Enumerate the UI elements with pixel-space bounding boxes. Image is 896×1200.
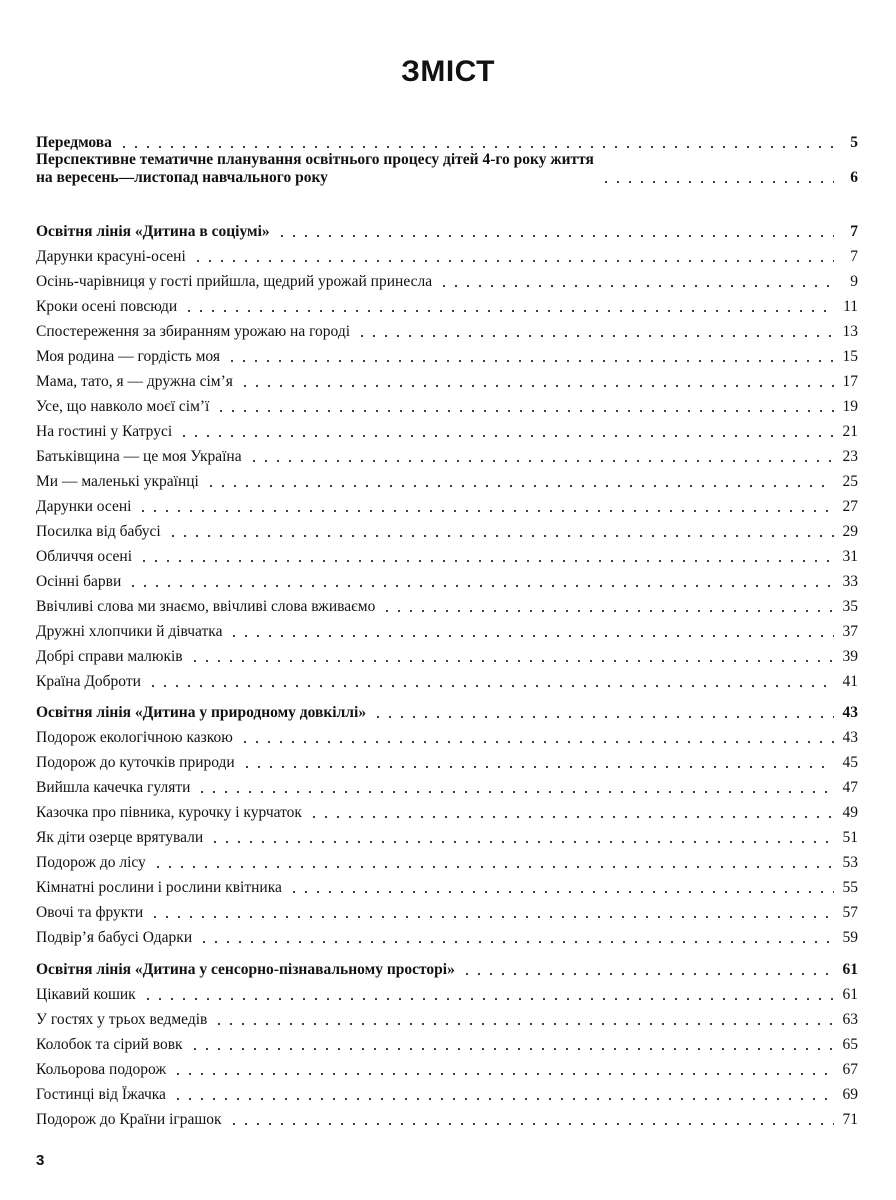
toc-entry xyxy=(36,419,858,441)
toc-entry-page: 25 xyxy=(842,473,858,490)
toc-entry xyxy=(36,569,858,591)
toc-entry xyxy=(36,825,858,847)
toc-entry-page: 63 xyxy=(842,1011,858,1028)
toc-entry-page: 23 xyxy=(842,448,858,465)
toc-entry-page: 19 xyxy=(842,398,858,415)
toc-entry xyxy=(36,1032,858,1054)
toc-entry-label: Країна Доброти xyxy=(36,673,141,690)
toc-entry-label: Кольорова подорож xyxy=(36,1061,167,1078)
dot-leader xyxy=(167,535,834,537)
toc-entry-label: Освітня лінія «Дитина у природному довкіллі» xyxy=(36,704,367,721)
toc-entry xyxy=(36,1007,858,1029)
dot-leader xyxy=(276,235,834,237)
toc-entry xyxy=(36,925,858,947)
toc-entry-page: 21 xyxy=(842,423,858,440)
toc-entry-page: 43 xyxy=(842,729,858,746)
dot-leader xyxy=(137,510,834,512)
toc-entry-label: Освітня лінія «Дитина у сенсорно-пізнавальному просторі» xyxy=(36,961,455,978)
toc-entry-label: Кроки осені повсюди xyxy=(36,298,178,315)
toc-entry xyxy=(36,344,858,366)
toc-entry-label: Дарунки красуні-осені xyxy=(36,248,186,265)
toc-entry xyxy=(36,494,858,516)
toc-entry-label: Подорож до Країни іграшок xyxy=(36,1111,222,1128)
toc-entry-label: Спостереження за збиранням урожаю на городі xyxy=(36,323,351,340)
toc-entry-label: Осінні барви xyxy=(36,573,122,590)
toc-entry xyxy=(36,875,858,897)
toc-entry-label: Моя родина — гордість моя xyxy=(36,348,220,365)
toc-entry xyxy=(36,775,858,797)
toc-entry-label: Дарунки осені xyxy=(36,498,132,515)
toc-entry-page: 13 xyxy=(842,323,858,340)
dot-leader xyxy=(226,360,834,362)
dot-leader xyxy=(152,866,834,868)
toc-entry-page: 47 xyxy=(842,779,858,796)
toc-entry xyxy=(36,444,858,466)
dot-leader xyxy=(438,285,834,287)
toc-entry xyxy=(36,900,858,922)
toc-entry xyxy=(36,800,858,822)
toc-entry-page: 65 xyxy=(842,1036,858,1053)
toc-entry xyxy=(36,1107,858,1129)
toc-entry-page: 35 xyxy=(842,598,858,615)
dot-leader xyxy=(239,385,834,387)
toc-entry-page: 55 xyxy=(842,879,858,896)
toc-entry-label: Ми — маленькі українці xyxy=(36,473,199,490)
toc-entry-page: 11 xyxy=(843,298,858,315)
dot-leader xyxy=(198,941,834,943)
toc-entry-page: 49 xyxy=(842,804,858,821)
toc-entry xyxy=(36,850,858,872)
toc-entry-label: Ввічливі слова ми знаємо, ввічливі слова вживаємо xyxy=(36,598,376,615)
dot-leader xyxy=(149,916,834,918)
toc-entry-page: 39 xyxy=(842,648,858,665)
dot-leader xyxy=(461,973,834,975)
toc-entry-page: 61 xyxy=(842,986,858,1003)
toc-entry-label: Овочі та фрукти xyxy=(36,904,144,921)
dot-leader xyxy=(372,716,834,718)
dot-leader xyxy=(215,410,834,412)
toc-entry-label: Колобок та сірий вовк xyxy=(36,1036,183,1053)
toc-entry xyxy=(36,725,858,747)
toc-entry-label: Усе, що навколо моєї сім’ї xyxy=(36,398,210,415)
toc-entry-page: 29 xyxy=(842,523,858,540)
toc-entry xyxy=(36,519,858,541)
dot-leader xyxy=(196,791,834,793)
page-number: 3 xyxy=(36,1152,45,1169)
toc-entry-label: Подорож до лісу xyxy=(36,854,146,871)
toc-entry-label: Як діти озерце врятували xyxy=(36,829,204,846)
dot-leader xyxy=(213,1023,834,1025)
toc-entry-label: Кімнатні рослини і рослини квітника xyxy=(36,879,282,896)
toc-entry-page: 6 xyxy=(850,169,858,186)
toc-entry xyxy=(36,1057,858,1079)
dot-leader xyxy=(172,1073,834,1075)
toc-entry xyxy=(36,319,858,341)
toc-entry xyxy=(36,619,858,641)
toc-entry xyxy=(36,369,858,391)
toc-entry xyxy=(36,982,858,1004)
toc-section-heading xyxy=(36,219,858,241)
toc-section-heading xyxy=(36,143,858,187)
toc-entry-page: 53 xyxy=(842,854,858,871)
toc-entry xyxy=(36,394,858,416)
toc-entry-page: 27 xyxy=(842,498,858,515)
dot-leader xyxy=(248,460,834,462)
toc-entry xyxy=(36,469,858,491)
dot-leader xyxy=(356,335,834,337)
dot-leader xyxy=(147,685,834,687)
toc-entry-page: 43 xyxy=(842,704,858,721)
toc-section-heading xyxy=(36,700,858,722)
toc-entry-label: Батьківщина — це моя Україна xyxy=(36,448,242,465)
toc-entry xyxy=(36,1082,858,1104)
toc-entry-page: 59 xyxy=(842,929,858,946)
toc-entry-page: 7 xyxy=(850,248,858,265)
dot-leader xyxy=(288,891,834,893)
dot-leader xyxy=(189,1048,834,1050)
dot-leader xyxy=(241,766,834,768)
toc-entry xyxy=(36,544,858,566)
toc-entry-page: 41 xyxy=(842,673,858,690)
toc-entry-label: Обличчя осені xyxy=(36,548,133,565)
toc-entry-page: 31 xyxy=(842,548,858,565)
toc-section-heading xyxy=(36,957,858,979)
toc-entry-page: 71 xyxy=(842,1111,858,1128)
dot-leader xyxy=(183,310,834,312)
toc-entry xyxy=(36,750,858,772)
dot-leader xyxy=(138,560,834,562)
toc-entry-label: На гостині у Катрусі xyxy=(36,423,173,440)
dot-leader xyxy=(127,585,834,587)
dot-leader xyxy=(228,635,834,637)
toc-entry-label-line2: на вересень—листопад навчального року xyxy=(36,169,328,186)
toc-entry-label: Освітня лінія «Дитина в соціумі» xyxy=(36,223,270,240)
toc-entry xyxy=(36,594,858,616)
toc-entry-label: Посилка від бабусі xyxy=(36,523,161,540)
toc-entry xyxy=(36,294,858,316)
toc-entry-page: 9 xyxy=(850,273,858,290)
dot-leader xyxy=(381,610,834,612)
toc-entry-label: Мама, тато, я — дружна сім’я xyxy=(36,373,233,390)
toc-entry-label: Дружні хлопчики й дівчатка xyxy=(36,623,223,640)
dot-leader xyxy=(209,841,834,843)
toc-entry-label: Гостинці від Їжачка xyxy=(36,1086,166,1103)
toc-entry-label: Подорож екологічною казкою xyxy=(36,729,233,746)
toc-entry xyxy=(36,669,858,691)
dot-leader xyxy=(189,660,834,662)
toc-entry-label: Вийшла качечка гуляти xyxy=(36,779,191,796)
toc-entry-page: 15 xyxy=(842,348,858,365)
toc-entry-page: 61 xyxy=(842,961,858,978)
dot-leader xyxy=(192,260,834,262)
toc-entry-page: 57 xyxy=(842,904,858,921)
toc-entry-label: Цікавий кошик xyxy=(36,986,136,1003)
toc-entry-label: Передмова xyxy=(36,134,112,151)
toc-entry-page: 51 xyxy=(842,829,858,846)
toc-entry-page: 17 xyxy=(842,373,858,390)
dot-leader xyxy=(239,741,834,743)
dot-leader xyxy=(308,816,834,818)
dot-leader xyxy=(178,435,834,437)
dot-leader xyxy=(172,1098,834,1100)
dot-leader xyxy=(228,1123,834,1125)
toc-entry xyxy=(36,244,858,266)
dot-leader xyxy=(600,181,834,183)
toc-entry xyxy=(36,269,858,291)
dot-leader xyxy=(142,998,834,1000)
toc-entry-page: 7 xyxy=(850,223,858,240)
toc-entry-page: 69 xyxy=(842,1086,858,1103)
toc-entry-label: Осінь-чарівниця у гості прийшла, щедрий урожай принесла xyxy=(36,273,433,290)
toc-entry-page: 67 xyxy=(842,1061,858,1078)
toc-entry-page: 37 xyxy=(842,623,858,640)
toc-entry-page: 45 xyxy=(842,754,858,771)
page-title: ЗМІСТ xyxy=(401,55,495,88)
toc-entry-label: Добрі справи малюків xyxy=(36,648,183,665)
toc-entry-label-line1: Перспективне тематичне планування освітнього процесу дітей 4-го року життя xyxy=(36,151,594,168)
toc-entry xyxy=(36,644,858,666)
toc-entry-label: Подорож до куточків природи xyxy=(36,754,235,771)
dot-leader xyxy=(205,485,834,487)
toc-entry-page: 33 xyxy=(842,573,858,590)
toc-entry-label xyxy=(36,151,594,187)
toc-entry-label: Казочка про півника, курочку і курчаток xyxy=(36,804,302,821)
toc-entry-label: У гостях у трьох ведмедів xyxy=(36,1011,208,1028)
toc-entry-page: 5 xyxy=(850,134,858,151)
toc-entry-label: Подвір’я бабусі Одарки xyxy=(36,929,193,946)
